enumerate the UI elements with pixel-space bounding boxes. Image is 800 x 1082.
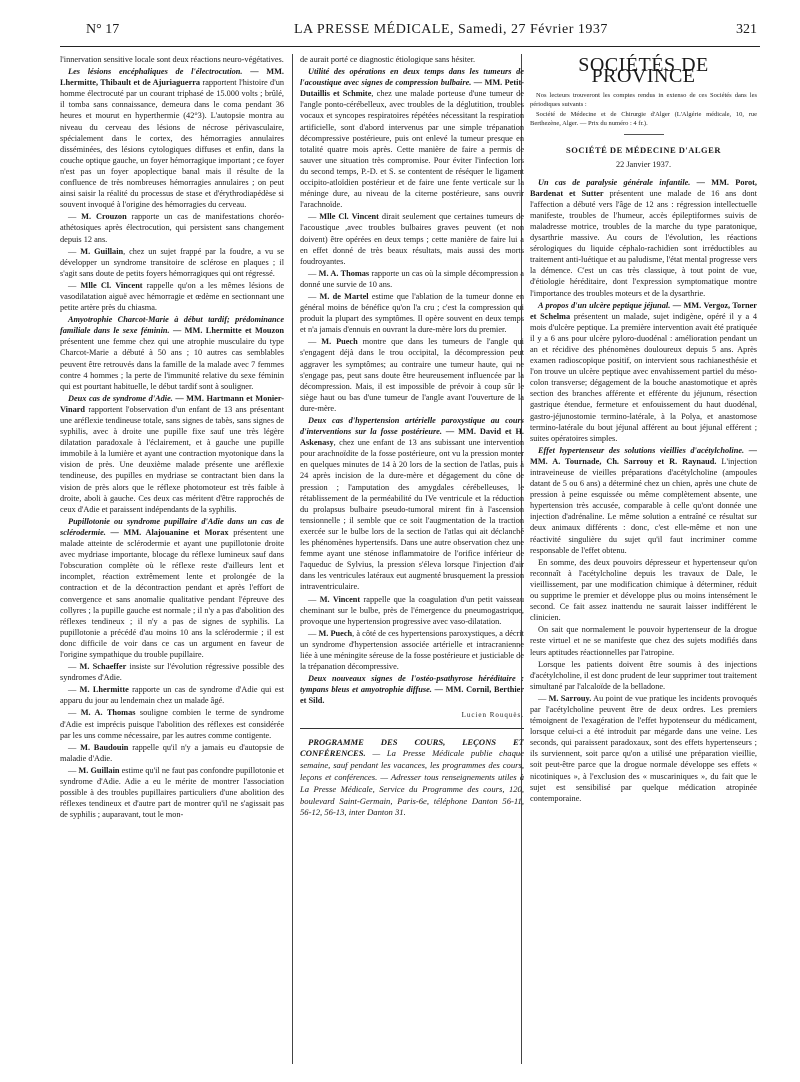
section <box>60 314 284 392</box>
society-title: SOCIÉTÉ DE MÉDECINE D'ALGER <box>566 145 721 156</box>
speaker: M. Guillain <box>80 246 124 256</box>
paragraph: — M. Puech montre que dans les tumeurs de l'angle qui s'engagent déjà dans le trou occipital, la décompression peut aggraver les symptômes; au contraire une tumeur haute, qui ne s'engage pas, peut sans doute être heureusement influencée par la décompression. Mais, il est impossible de prévoir à coup sûr le siège haut ou bas d'une tumeur de l'angle avant l'ouverture de la dure-mère. <box>300 337 524 413</box>
section <box>60 66 284 210</box>
paragraph: — Mlle Cl. Vincent dirait seulement que certaines tumeurs de l'acoustique ,avec troubles bulbaires graves peuvent (et non doivent) être opérées en deux temps ; cette manière de faire lui a en effet donné de très beaux résultats, mais aussi des morts foudroyantes. <box>300 212 524 266</box>
column-1 <box>60 54 284 1064</box>
paragraph: — M. Guillain, chez un sujet frappé par la foudre, a vu se développer un syndrome transitoire de sclérose en plaques ; il s'agit sans doute de petits foyers hémorragiques qui ont régressé. <box>60 246 284 278</box>
paragraph: — M. Lhermitte rapporte un cas de syndrome d'Adie qui est apparu du jour au lendemain chez un malade âgé. <box>60 685 284 706</box>
authors: — MM. David et H. Askenasy <box>300 427 524 448</box>
authors: — MM. A. Tournade, Ch. Sarrouy et R. Raynaud. <box>530 445 757 466</box>
session-date: 22 Janvier 1937. <box>615 160 672 170</box>
speaker: M. Schaeffer <box>79 662 127 672</box>
authors: — MM. Alajouanine et Morax <box>105 527 229 537</box>
paragraph: — M. Crouzon rapporte un cas de manifestations choréo-athétosiques après électrocution, qui persistent sans changement depuis 12 ans. <box>60 212 284 244</box>
column-2 <box>300 54 524 1064</box>
speaker: M. Lhermitte <box>79 685 129 695</box>
section <box>60 393 284 515</box>
section-title: Deux nouveaux signes de l'ostéo-psathyrose héréditaire : tympans bleus et amyotrophie diffuse. <box>300 674 524 695</box>
section <box>530 300 757 444</box>
section-title: Pupillotonie ou syndrome pupillaire d'Adie dans un cas de sclérodermie. <box>60 516 284 537</box>
paragraph: — M. de Martel estime que l'ablation de la tumeur donne en général moins de bénéfice qu'on l'a cru ; c'est la compression qui produit la plupart des symptômes. Il opère souvent en deux temps et n'a jamais d'ennuis en ouvrant la dure-mère lors du premier. <box>300 291 524 335</box>
section-title: Deux cas d'hypertension artérielle paroxystique au cours d'interventions sur la fosse postérieure. <box>300 416 524 437</box>
editorial-note: Nos lecteurs trouveront les comptes rendus in extenso de ces Sociétés dans les périodiques suivants : <box>530 92 757 108</box>
speaker: M. Sarrouy. <box>548 693 592 703</box>
paragraph: — M. Guillain estime qu'il ne faut pas confondre pupillotonie et syndrome d'Adie. Adie a eu le mérite de montrer l'association possible à des troubles pupillaires particuliers d'une abolition des réflexes tendineux et d'autre part de montrer qu'il ne s'agissait pas de syphilis ; auparavant, tout le mon- <box>60 765 284 820</box>
paragraph-text: , chez un sujet frappé par la foudre, a vu se développer un syndrome transitoire de sclérose en plaques ; il s'agit sans doute de petits foyers hémorragiques qui ont régressé. <box>60 246 284 278</box>
divider <box>624 134 664 135</box>
paragraph-text: rapporte un cas de manifestations choréo-athétosiques après électrocution, qui persistent sans changement depuis 12 ans. <box>60 212 284 244</box>
authors: — MM. Hartmann et Monier-Vinard <box>60 393 284 414</box>
paragraph: — M. Schaeffer insiste sur l'évolution régressive possible des syndromes d'Adie. <box>60 662 284 683</box>
program-text: — La Presse Médicale publie chaque semaine, sauf pendant les vacances, les programmes des cours, leçons et conférences. — Adresser tous renseignements utiles à La Presse Médicale, Service du Programme des cours, 120, boulevard Saint-Germain, Paris-6e, téléphone Danton 56-11, 56-12, 56-13, inter Danton 31. <box>300 748 524 818</box>
section-text: présentent un malade, sujet indigène, opéré il y a 4 mois d'ulcère peptique. La première intervention avait été pratiquée il y a 6 ans pour ulcère pyloro-duodénal : amélioration pendant un an et récidive des phénomènes douloureux depuis 5 ans. Après examen radioscopique positif, on intervient sous rachianesthésie et l'on trouve un ulcère peptique avec envahissement partiel du méso-colon transverse; dégagement de la bouche anastomotique et après section des branches afférente et efférente du jéjunum, résection gastrique étendue, fermeture et enfouissement du haut duodénal, gastro-jéjunostomie termino-latérale, à la Polya, et anastomose termino-latérale du bout jéjunal afférent au bout jéjunal efférent ; suites opératoires simples. <box>530 311 757 443</box>
paragraph: — M. A. Thomas rapporte un cas où la simple décompression a donné une survie de 10 ans. <box>300 268 524 289</box>
issue-number: N° 17 <box>86 22 120 37</box>
section <box>530 445 757 556</box>
paragraph: — M. Vincent rappelle que la coagulation d'un petit vaisseau cheminant sur le bulbe, près de l'émergence du pneumogastrique, provoque une hypertension progressive avec vaso-dilatation. <box>300 594 524 626</box>
paragraph: — M. Sarrouy. Au point de vue pratique les incidents provoqués par l'acétylcholine peuvent être de deux ordres. Les premiers témoignent de l'exagération de l'effet hypotenseur du médicament, lorsque celui-ci a été introduit par mégarde dans une veine. Les seconds, qui paraissent paradoxaux, sont des effets hypertenseurs ; ils surviennent, soit parce qu'on a utilisé une préparation vieillie, soit peut-être parce que la drogue normale développe ses effets « nicotiniques », à l'exclusion des « muscariniques », du fait que le sujet est sensibilisé par quelque médication atropinée contemporaine. <box>530 693 757 803</box>
section <box>300 66 524 210</box>
paragraph: En somme, des deux pouvoirs dépresseur et hypertenseur qu'on reconnaît à l'acétylcholine depuis les travaux de Dale, le vieillissement, par une modification chimique à déterminer, réduit ou supprime le premier et développe plus ou moins intensément le second. Ce fait assez inattendu ne saurait laisser indifférent le clinicien. <box>530 557 757 623</box>
paragraph-text: rappelle qu'il n'y a jamais eu d'autopsie de maladie d'Adie. <box>60 742 284 763</box>
speaker: Mlle Cl. Vincent <box>319 212 379 222</box>
paragraph-text: souligne combien le terme de syndrome d'Adie est imprécis puisque l'abolition des réflexes est considérée par les uns comme nécessaire, par les autres comme contigente. <box>60 708 284 740</box>
section-text: présentent une malade de 16 ans dont l'affection a débuté vers l'âge de 12 ans : régression intellectuelle manifeste, troubles de l'humeur, accès épileptiformes suivis de maladresse motrice, troubles de la marche du type paratonique, dysarthrie massive. Au cours de l'évolution, les réactions sérologiques du liquide céphalo-rachidien sont irréductibles au traitement anti-luétique et au paludisme, l'état mental progresse vers la démence. C'est un cas très classique, à tout point de vue, d'étiologie héréditaire, dont l'expression symptomatique montre l'importance des troubles moteurs et de la dysarthrie. <box>530 188 757 298</box>
section-text: , chez une enfant de 13 ans subissant une intervention pour arachnoïdite de la fosse postérieure, ont vu la pression monter en quelques minutes de 14 à 20 lors de la section de l'atlas, puis à 24 après incision de la dure-mère et dégagement du cône de pression ; l'amputation des amygdales cérébelleuses, le rétablissement de la perméabilité du IVe ventricule et la réduction du prolapsus bulbaire pseudo-tumoral mirent fin à l'ascension tensionnelle ; il semble que ce soit l'augmentation de la traction exercée sur le bulbe lors de la section de l'atlas qui ait déclanché les phénomènes hypertensifs. Dans une autre observation chez une femme ayant une sténose inflammatoire de l'orifice inférieur de l'aqueduc de Sylvius, la pression s'éleva lorsque l'injection d'air dans les ventricules latéraux eut augmenté brusquement la pression intraventriculaire. <box>300 438 524 592</box>
section <box>60 516 284 660</box>
page-number: 321 <box>736 22 757 37</box>
section-text: rapportent l'observation d'un enfant de 13 ans présentant une aréflexie tendineuse totale, sans signes de tabès, sans signes de syphilis, avec à droite une pupille fixe sauf une très légère dilatation paradoxale à l'éclairement, et à gauche une pupille immobile à la lumière et ayant une contraction myotonique dans la vision de près. Une deuxième malade présente une aréflexie tendineuse, des pupilles en mydriase se contractant bien dans la vision de près alors que le réflexe photomoteur est très faible à droite, aboli à gauche. Ces deux cas méritent d'être rapprochés de ceux d'Adie et paraissent indépendants de la syphilis. <box>60 404 284 514</box>
section-title: Les lésions encéphaliques de l'électrocution. <box>68 67 243 77</box>
authors: — MM. Porot, Bardenat et Sutter <box>530 177 757 198</box>
speaker: M. Guillain <box>78 765 120 775</box>
section <box>530 177 757 299</box>
section-text: présentent une femme chez qui une atrophie musculaire du type Charcot-Marie a débuté à 50 ans ; 10 autres cas semblables peuvent être retrouvés dans la famille de la malade avec 7 femmes contre 4 hommes ; la perte de l'immunité relative du sexe féminin qui est pourtant habituelle, le début tardif sont à souligner. <box>60 337 284 391</box>
authors: — MM. Lhermitte et Mouzon <box>169 326 284 336</box>
paragraph-text: dirait seulement que certaines tumeurs de l'acoustique ,avec troubles bulbaires graves peuvent (et non doivent) être opérées en deux temps ; cette manière de faire lui a en effet donné de très beaux résultats, mais aussi des morts foudroyantes. <box>300 212 524 266</box>
paragraph-text: estime qu'il ne faut pas confondre pupillotonie et syndrome d'Adie. Adie a eu le mérite de montrer l'association possible à des troubles pupillaires particuliers d'une abolition des réflexes tendineux et d'autre part de montrer qu'il ne s'agissait pas de syphilis ; auparavant, tout le mon- <box>60 765 284 820</box>
section-title: Utilité des opérations en deux temps dans les tumeurs de l'acoustique avec signes de compression bulbaire. <box>300 67 524 88</box>
paragraph: — M. Baudouin rappelle qu'il n'y a jamais eu d'autopsie de maladie d'Adie. <box>60 742 284 763</box>
editorial-note: Société de Médecine et de Chirurgie d'Alger (L'Algérie médicale, 10, rue Berthezène, Alger. — Prix du numéro : 4 fr.). <box>530 110 757 127</box>
section-title: Deux cas de syndrome d'Adie. <box>68 393 173 403</box>
speaker: M. Puech <box>321 337 358 347</box>
journal-title: LA PRESSE MÉDICALE, Samedi, 27 Février 1937 <box>294 22 608 37</box>
speaker: M. Crouzon <box>81 212 127 222</box>
speaker: M. Puech <box>318 628 353 638</box>
paragraph: Lorsque les patients doivent être soumis à des injections d'acétylcholine, il est donc prudent de leur supprimer tout traitement simultané par l'alcaloïde de la belladone. <box>530 659 757 691</box>
column-3 <box>530 54 757 1064</box>
speaker: M. A. Thomas <box>318 268 370 278</box>
speaker: M. Vincent <box>319 594 361 604</box>
header-rule <box>60 46 760 47</box>
section-text: rapportent l'histoire d'un homme électrocuté par un courant triphasé de 15.000 volts ; brûlé, il tomba sans connaissance, demeura dans le coma pendant 36 heures et mourut en hyperthermie (42°3). L'autopsie montra au niveau du cerveau des lésions de nécrose périvasculaire, spécialement dans le cortex, des hémorragies annulaires disséminées, des lésions cytologiques diffuses et enfin, dans la couche optique gauche, un foyer hémorragique important ; ce foyer n'est pas un foyer apoplectique banal mais il résulte de la confluence de très nombreuses hémorragies annulaires ; on peut ainsi saisir la réalité du processus de stase et d'érythrodiapédèse si souvent invoqué à l'origine des hémorragies du cerveau. <box>60 78 284 210</box>
paragraph: — Mlle Cl. Vincent rappelle qu'on a les mêmes lésions de vasodilatation aiguë avec hémorragie et œdème en sectionnant une petite artère près du chiasma. <box>60 280 284 313</box>
section-title: A propos d'un ulcère peptique jéjunal. <box>538 300 671 310</box>
speaker: M. Baudouin <box>80 742 129 752</box>
section-title: Un cas de paralysie générale infantile. <box>538 177 691 187</box>
speaker: Mlle Cl. Vincent <box>80 280 143 290</box>
paragraph-text: rapporte un cas de syndrome d'Adie qui est apparu du jour au lendemain chez un malade âgé. <box>60 685 284 706</box>
paragraph: — M. Puech, à côté de ces hypertensions paroxystiques, a décrit un syndrome d'hypertension associée artérielle et intracranienne liée à une méningite séreuse de la fosse postérieure et justiciable de la trépanation décompressive. <box>300 628 524 672</box>
paragraph-text: montre que dans les tumeurs de l'angle qui s'engagent déjà dans le trou occipital, la décompression peut aggraver les symptômes; au contraire une tumeur haute, qui ne s'engage pas, peut sans doute être heureusement influencée par la décompression. Mais, il est impossible de prévoir à coup sûr le siège haut ou bas d'une tumeur de l'angle avant l'ouverture de la dure-mère. <box>300 337 524 413</box>
section-heading: SOCIÉTÉS DE PROVINCE <box>578 54 709 88</box>
authors: — MM. Cornil, Berthier et Sild. <box>300 685 524 706</box>
section <box>300 415 524 593</box>
section-text: L'injection intraveineuse de vieilles préparations d'acétylcholine (ampoules datant de 5 ou 6 ans) a déterminé chez un chien, après une chute de pression à peine esquissée ou même complètement absente, une hypertension très accusée, comparable à celle qu'ont donnée une injection d'adrénaline. Le même solution a entraîné ce résultat sur deux animaux différents : donc, c'est elle-même et non une réactivité singulière du sujet qu'il faut incriminer comme responsable de l'effet obtenu. <box>530 456 757 555</box>
paragraph-text: Au point de vue pratique les incidents provoqués par l'acétylcholine peuvent être de deux ordres. Les premiers témoignent de l'exagération de l'effet hypotenseur du médicament, lorsque celui-ci a été introduit par mégarde dans une veine. Les seconds, qui paraissent paradoxaux, sont des effets hypertenseurs ; ils surviennent, soit parce qu'on a utilisé une préparation vieillie, soit peut-être parce que la drogue normale développe ses effets « nicotiniques », à l'exclusion des « muscariniques », du fait que le sujet est sensibilisé par quelque médication atropinée contemporaine. <box>530 693 757 803</box>
paragraph: On sait que normalement le pouvoir hypertenseur de la drogue reste virtuel et ne se manifeste que chez des sujets modifiés dans leurs aptitudes réactionnelles par l'atropine. <box>530 625 757 657</box>
section-title: Effet hypertenseur des solutions vieillies d'acétylcholine. <box>538 445 745 455</box>
section <box>300 673 524 706</box>
paragraph-text: rappelle qu'on a les mêmes lésions de vasodilatation aiguë avec hémorragie et œdème en sectionnant une petite artère près du chiasma. <box>60 280 284 313</box>
program-heading: PROGRAMME DES COURS, LEÇONS ET CONFÉRENCES. <box>300 736 524 759</box>
program-notice <box>300 737 524 820</box>
authors: — MM. Petit-Dutaillis et Schmite <box>300 78 524 99</box>
paragraph: — M. A. Thomas souligne combien le terme de syndrome d'Adie est imprécis puisque l'abolition des réflexes est considérée par les uns comme nécessaire, par les autres comme contigente. <box>60 708 284 740</box>
paragraph-text: , à côté de ces hypertensions paroxystiques, a décrit un syndrome d'hypertension associée artérielle et intracranienne liée à une méningite séreuse de la fosse postérieure et justiciable de la trépanation décompressive. <box>300 628 524 672</box>
paragraph-text: insiste sur l'évolution régressive possible des syndromes d'Adie. <box>60 662 284 683</box>
authors: — MM. Vergoz, Torner et Schelma <box>530 300 757 321</box>
paragraph-text: rapporte un cas où la simple décompression a donné une survie de 10 ans. <box>300 268 524 289</box>
paragraph-text: rappelle que la coagulation d'un petit vaisseau cheminant sur le bulbe, près de l'émergence du pneumogastrique, provoque une hypertension progressive avec vaso-dilatation. <box>300 594 524 626</box>
authors: — MM. Lhermitte, Thibault et de Ajuriaguerra <box>60 67 284 88</box>
paragraph: l'innervation sensitive locale sont deux réactions neuro-végétatives. <box>60 55 284 64</box>
column-divider <box>292 54 293 1064</box>
section-text: , chez une malade porteuse d'une tumeur de l'angle ponto-cérébelleux, avec troubles de la déglutition, troubles vocaux et syncopes respiratoires répétées nécessitant la respiration artificielle, sont d'abord intervenus par une simple trépanation décompressive postérieure, puis ont enlevé la tumeur presque en totalité quatre mois après. Cette manière de faire a permis de sauver une situation très compromise. Pour éviter l'infection lors du second temps, P.-D. et S. se contentent de réséquer le ligament occipito-atloïdien postérieur et de faire une fente verticale sur la méninge dure, au niveau de la citerne postérieure, sans ouvrir l'arachnoïde. <box>300 89 524 210</box>
speaker: M. de Martel <box>319 291 369 301</box>
paragraph-text: estime que l'ablation de la tumeur donne en général moins de bénéfice qu'on l'a cru ; c'est la compression qui produit la plupart des symptômes. Il opère souvent en deux temps et n'a jamais d'ennuis en ouvrant la dure-mère lors du premier. <box>300 291 524 335</box>
speaker: M. A. Thomas <box>80 708 136 718</box>
signature: Lucien Rouquès. <box>461 711 524 720</box>
section-divider <box>300 728 524 729</box>
paragraph: de aurait porté ce diagnostic étiologique sans hésiter. <box>300 55 476 64</box>
section-text: présentent une malade atteinte de sclérodermie et ayant une pupillotonie droite avec mydriase importante, blocage du réflexe lumineux sauf dans l'obscuration complète où le réflexe reste d'ailleurs lent et incomplet, réaction extrêmement lente et prolongée de la contraction et de la décontraction pendant et après l'effort de convergence et sans anomalie qualitative pendant l'épreuve des collyres ; la pupille gauche est normale ; il n'y a pas d'abolition des réflexes tendineux ; il n'y a pas de signes de syphilis. La pupillotonie a précédé d'au moins 10 ans la sclérodermie ; il est donc difficile de voir dans ce cas un argument en faveur de l'origine sympathique du trouble pupillaire. <box>60 527 284 659</box>
section-title: Amyotrophie Charcot-Marie à début tardif; prédominance familiale dans le sexe féminin. <box>60 315 284 336</box>
